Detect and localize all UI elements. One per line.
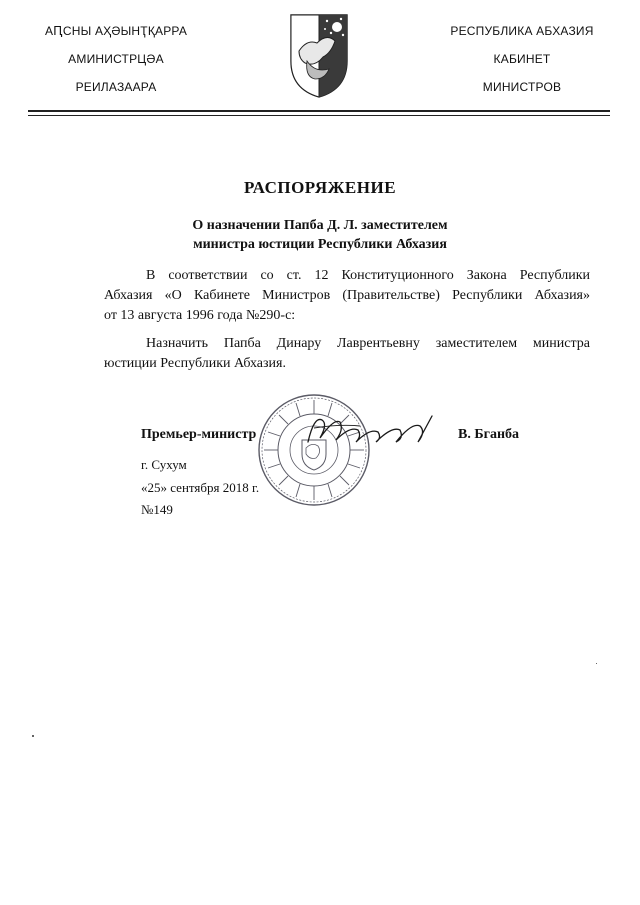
paragraph-order-line: юстиции Республики Абхазия.: [104, 356, 286, 371]
document-title: РАСПОРЯЖЕНИЕ: [243, 178, 397, 197]
issue-date: «25» сентября 2018 г.: [141, 480, 260, 495]
header-left-line-2: АМИНИСТРЦӘА: [68, 52, 164, 66]
document-subtitle-line-2: министра юстиции Республики Абхазия: [193, 237, 447, 252]
header-right-line-3: МИНИСТРОВ: [482, 80, 562, 94]
header-right-line-2: КАБИНЕТ: [493, 52, 551, 66]
state-emblem-icon: [285, 11, 353, 99]
document-subtitle-line-1: О назначении Папба Д. Л. заместителем: [192, 218, 448, 233]
signatory-role: Премьер-министр: [141, 427, 257, 442]
paragraph-basis-line: от 13 августа 1996 года №290-с:: [104, 308, 296, 323]
paragraph-order-line: Назначить Папба Динару Лаврентьевну заместителем министра: [146, 336, 590, 351]
header-rule-thin: [28, 115, 610, 116]
header-left-line-3: РЕИЛАЗААРА: [75, 80, 157, 94]
paragraph-basis: [104, 266, 590, 326]
paragraph-basis-line: Абхазия «О Кабинете Министров (Правительстве) Республики Абхазия»: [104, 288, 590, 303]
header-right-line-1: РЕСПУБЛИКА АБХАЗИЯ: [450, 24, 594, 38]
signatory-name: В. Бганба: [458, 427, 520, 442]
paragraph-order: [104, 334, 590, 374]
paragraph-basis-line: В соответствии со ст. 12 Конституционного Закона Республики: [146, 268, 590, 283]
scan-speck: [596, 663, 597, 664]
header-rule-thick: [28, 110, 610, 112]
issue-place: г. Сухум: [141, 457, 187, 472]
handwritten-signature: [300, 408, 440, 452]
scan-speck: [32, 735, 34, 737]
header-left-line-1: АԤСНЫ АҲӘЫНҬҚАРРА: [44, 24, 188, 38]
document-number: №149: [141, 502, 173, 517]
